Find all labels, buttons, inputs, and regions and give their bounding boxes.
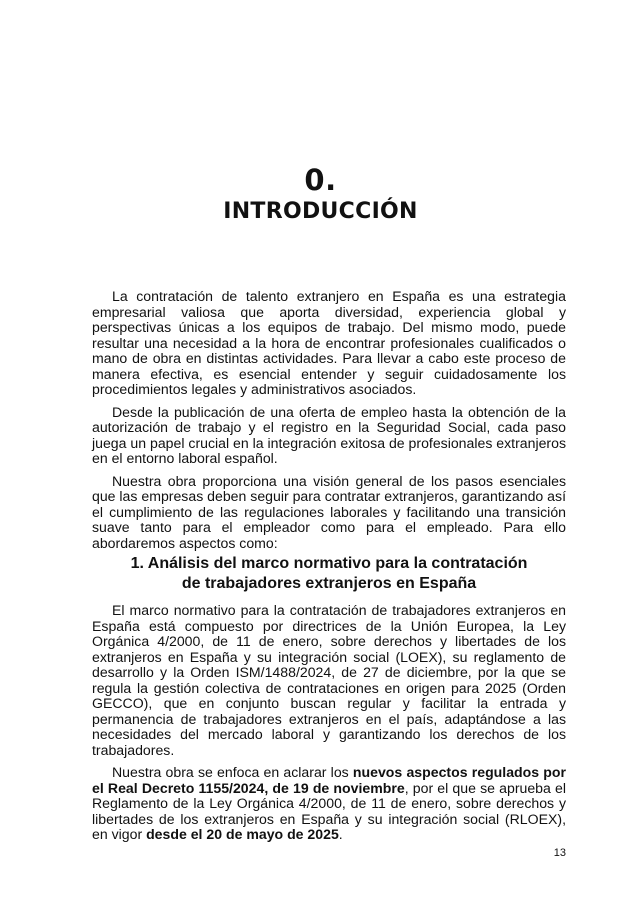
page-number: 13 bbox=[553, 847, 566, 859]
section-paragraph-2-text-b: , por el que se aprueba el Reglamento de la Ley Orgánica 4/2000, de 11 de enero, sobre derechos y libertades de los extranjeros en España y su integración social (RLOEX), en vigor bbox=[92, 779, 566, 842]
royal-decree-reference: nuevos aspectos regulados por el Real Decreto 1155/2024, de 19 de noviembre bbox=[92, 764, 566, 796]
section-paragraph-2-text-c: . bbox=[338, 826, 343, 842]
chapter-title: INTRODUCCIÓN bbox=[223, 199, 418, 224]
section-body bbox=[92, 603, 566, 850]
introduction-text bbox=[92, 289, 566, 558]
chapter-number: 0. bbox=[304, 163, 337, 197]
section-paragraph-1: El marco normativo para la contratación de trabajadores extranjeros en España está compuesto por directrices de la Unión Europea, la Ley Orgánica 4/2000, de 11 de enero, sobre derechos y libertades de los extranjeros en España y su integración social (LOEX), su reglamento de desarrollo y la Orden ISM/1488/2024, de 27 de diciembre, por la que se regula la gestión colectiva de contrataciones en origen para 2025 (Orden GECCO), que en conjunto buscan regular y facilitar la entrada y permanencia de trabajadores extranjeros en el país, adaptándose a las necesidades del mercado laboral y garantizando los derechos de los trabajadores. bbox=[92, 602, 566, 758]
section-paragraph-2-text-a: Nuestra obra se enfoca en aclarar los bbox=[112, 764, 353, 780]
intro-paragraph-1: La contratación de talento extranjero en España es una estrategia empresarial valiosa que aporta diversidad, experiencia global y perspectivas únicas a los equipos de trabajo. Del mismo modo, puede resultar una necesidad a la hora de encontrar profesionales cualificados o mano de obra en distintas actividades. Para llevar a cabo este proceso de manera efectiva, es esencial entender y seguir cuidadosamente los procedimientos legales y administrativos asociados. bbox=[92, 288, 566, 397]
section-paragraph-2 bbox=[92, 765, 566, 843]
effective-date: desde el 20 de mayo de 2025 bbox=[146, 826, 339, 842]
intro-paragraph-2: Desde la publicación de una oferta de empleo hasta la obtención de la autorización de trabajo y el registro en la Seguridad Social, cada paso juega un papel crucial en la integración exitosa de profesionales extranjeros en el entorno laboral español. bbox=[92, 403, 567, 466]
section-heading-line-1: 1. Análisis del marco normativo para la contratación bbox=[130, 555, 528, 572]
section-heading-line-2: de trabajadores extranjeros en España bbox=[181, 574, 477, 592]
intro-paragraph-3: Nuestra obra proporciona una visión general de los pasos esenciales que las empresas deben seguir para contratar extranjeros, garantizando así el cumplimiento de las regulaciones laborales y facilitando una transición suave tanto para el empleador como para el empleado. Para ello abordaremos aspectos como: bbox=[92, 472, 566, 551]
section-heading bbox=[92, 554, 566, 593]
